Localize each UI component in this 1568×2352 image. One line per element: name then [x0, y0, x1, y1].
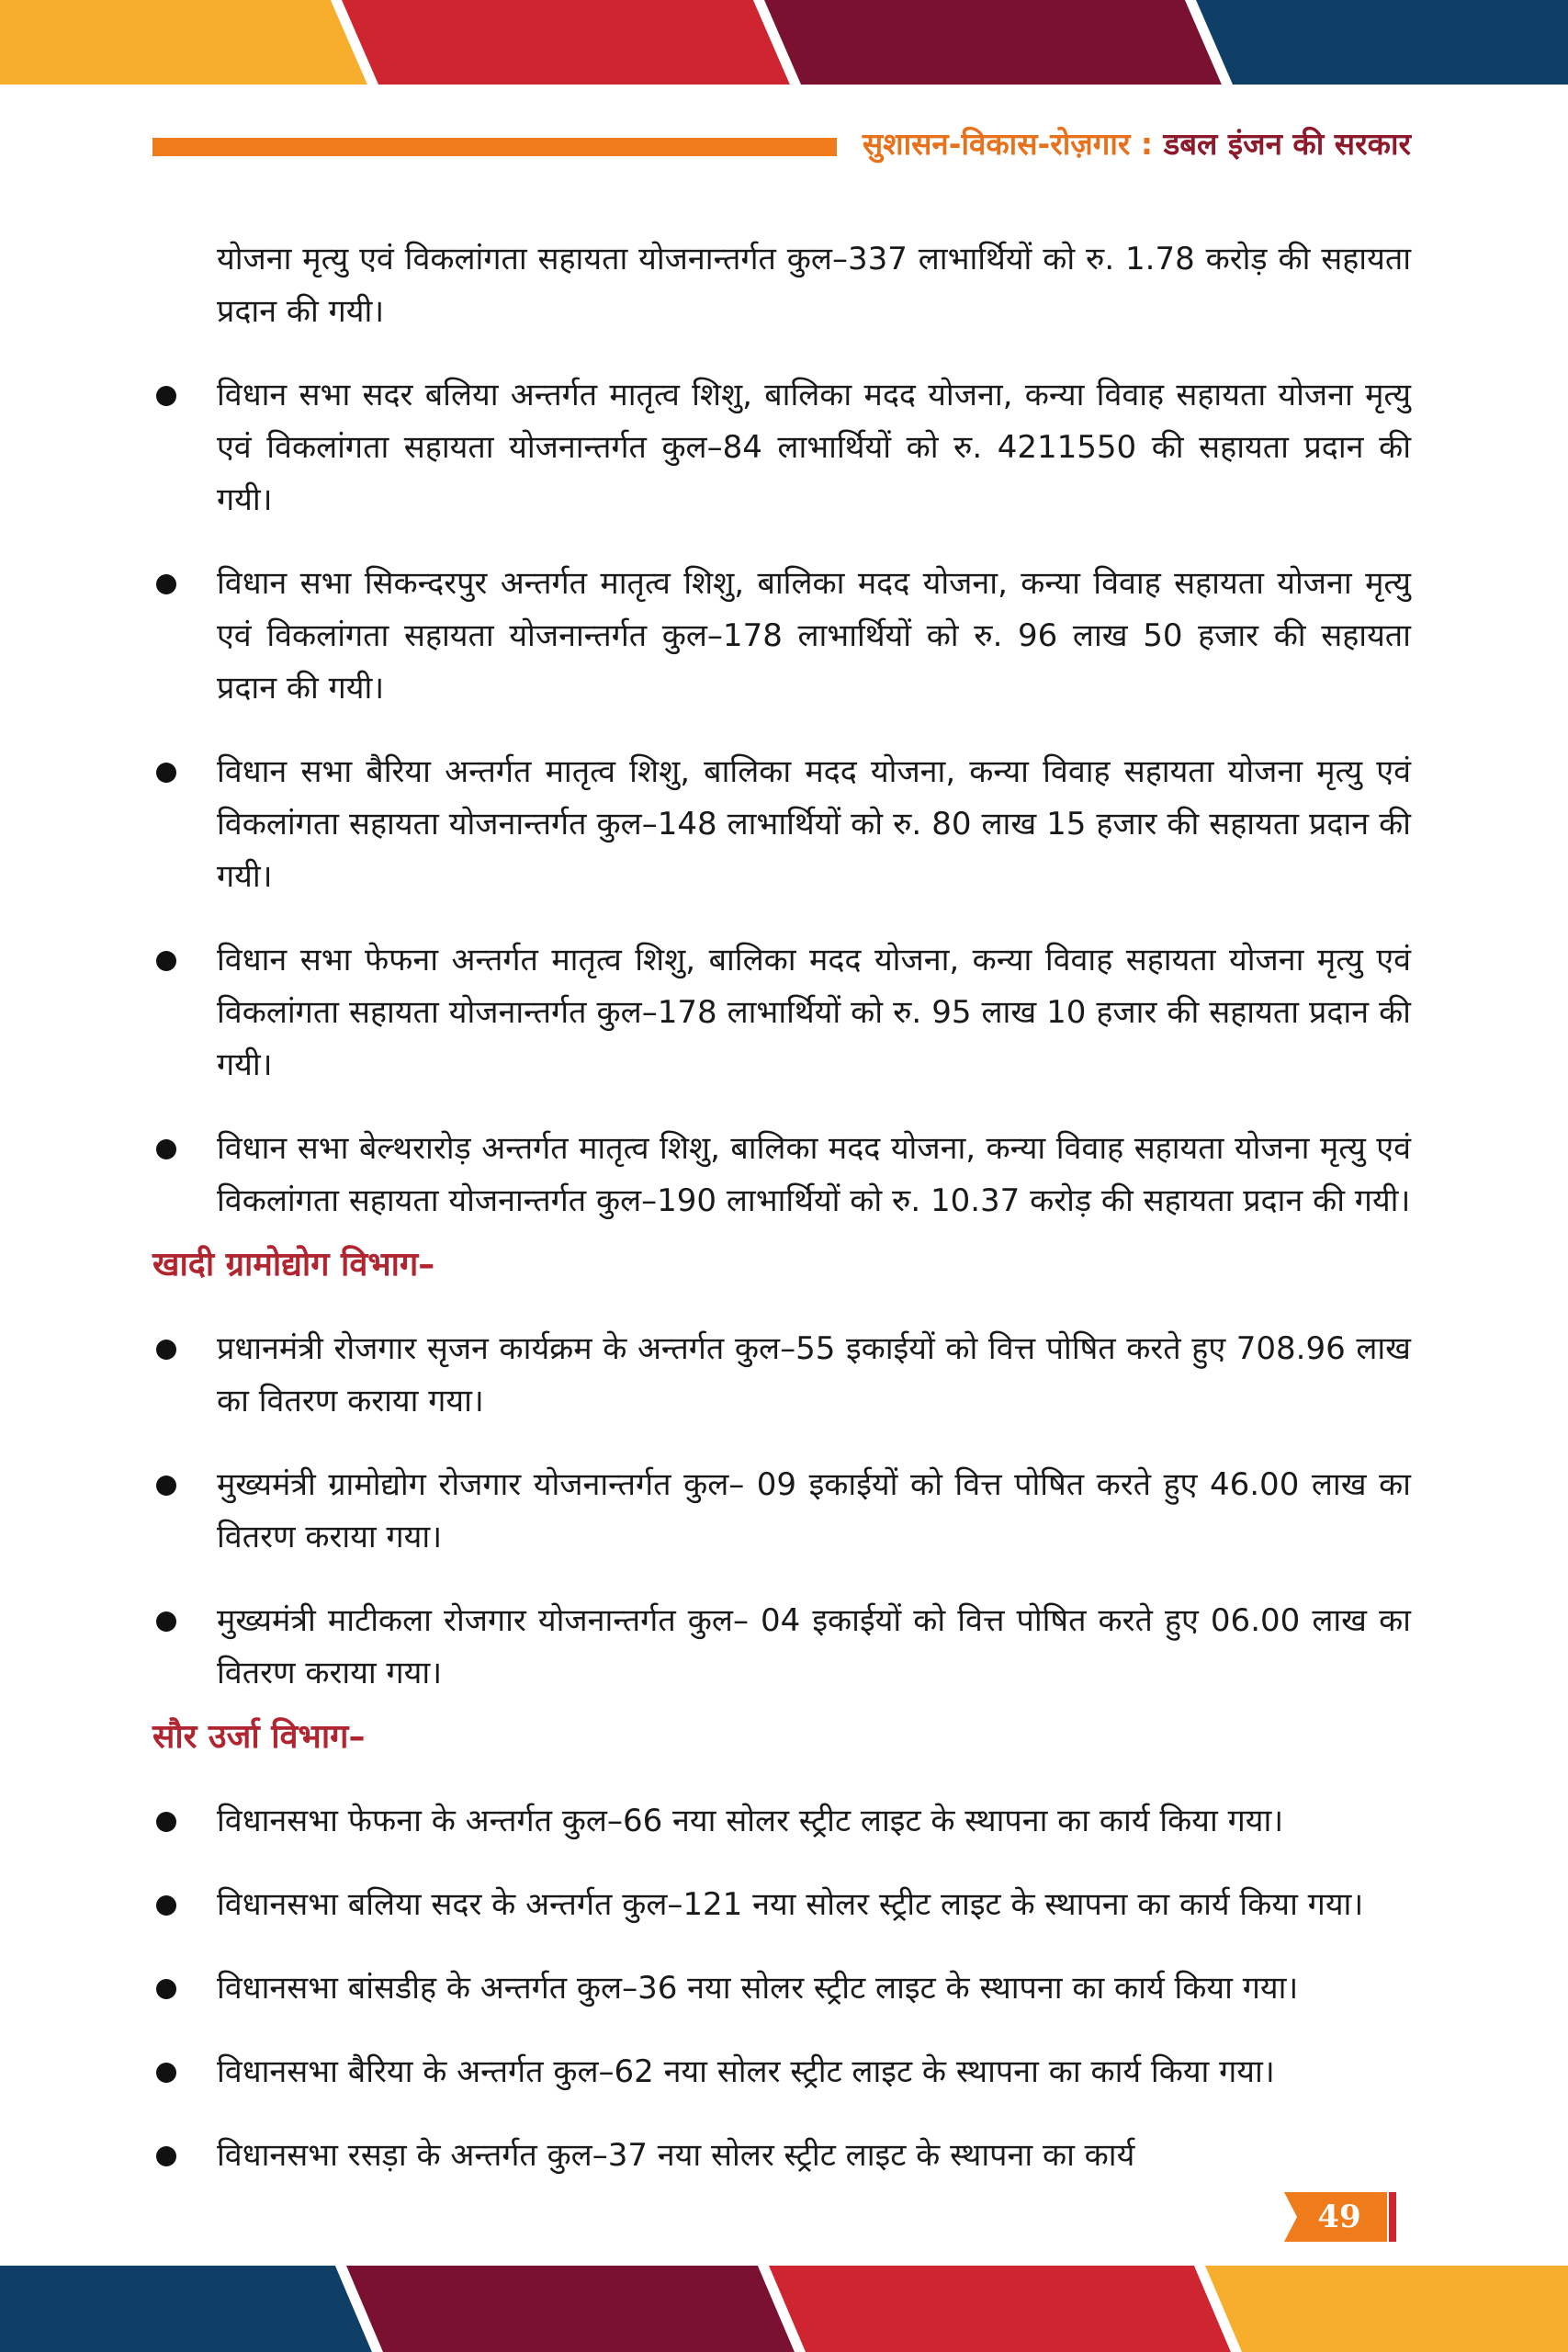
section-khadi: [152, 1238, 1411, 1700]
list-item: विधान सभा बेल्थरारोड़ अन्तर्गत मातृत्व शिशु, बालिका मदद योजना, कन्या विवाह सहायता योजना मृत्यु एवं विकलांगता सहायता योजनान्तर्गत कुल–190 लाभार्थियों को रु. 10.37 करोड़ की सहायता प्रदान की गयी।: [152, 1123, 1411, 1227]
header-title: [863, 121, 1411, 167]
band-red-stripe: [769, 2266, 1231, 2352]
band-yellow-stripe: [1205, 2266, 1568, 2352]
page-number-tab-edge: [1389, 2192, 1396, 2242]
list-item: विधान सभा फेफना अन्तर्गत मातृत्व शिशु, बालिका मदद योजना, कन्या विवाह सहायता योजना मृत्यु एवं विकलांगता सहायता योजनान्तर्गत कुल–178 लाभार्थियों को रु. 95 लाख 10 हजार की सहायता प्रदान की गयी।: [152, 934, 1411, 1091]
section-solar: [152, 1711, 1411, 2182]
band-red-stripe: [342, 0, 790, 85]
band-navy-stripe: [0, 2266, 372, 2352]
section-heading: खादी ग्रामोद्योग विभाग–: [152, 1246, 435, 1283]
list-item: विधानसभा फेफना के अन्तर्गत कुल–66 नया सोलर स्ट्रीट लाइट के स्थापना का कार्य किया गया।: [152, 1795, 1411, 1848]
section-welfare: [152, 233, 1411, 1227]
band-navy-stripe: [1196, 0, 1568, 85]
bottom-decorative-band: [0, 2266, 1568, 2352]
section-heading: सौर उर्जा विभाग–: [152, 1718, 366, 1756]
page-number: 49: [1317, 2199, 1361, 2235]
top-decorative-band: [0, 0, 1568, 85]
list-item: विधानसभा रसड़ा के अन्तर्गत कुल–37 नया सोलर स्ट्रीट लाइट के स्थापना का कार्य: [152, 2130, 1411, 2182]
header-orange-rule: [152, 138, 837, 156]
list-item: योजना मृत्यु एवं विकलांगता सहायता योजनान्तर्गत कुल–337 लाभार्थियों को रु. 1.78 करोड़ की सहायता प्रदान की गयी।: [217, 241, 1411, 330]
header-title-part1: सुशासन-विकास-रोज़गार :: [862, 126, 1164, 162]
list-item: मुख्यमंत्री ग्रामोद्योग रोजगार योजनान्तर्गत कुल– 09 इकाईयों को वित्त पोषित करते हुए 46.00 लाख का वितरण कराया गया।: [152, 1459, 1411, 1564]
list-item: मुख्यमंत्री माटीकला रोजगार योजनान्तर्गत कुल– 04 इकाईयों को वित्त पोषित करते हुए 06.00 लाख का वितरण कराया गया।: [152, 1595, 1411, 1700]
band-maroon-stripe: [764, 0, 1222, 85]
band-maroon-stripe: [346, 2266, 795, 2352]
header-title-part2: डबल इंजन की सरकार: [1163, 126, 1411, 162]
page-number-badge: [1284, 2192, 1405, 2242]
list-item: विधानसभा बांसडीह के अन्तर्गत कुल–36 नया सोलर स्ट्रीट लाइट के स्थापना का कार्य किया गया।: [152, 1962, 1411, 2015]
list-item: विधान सभा सदर बलिया अन्तर्गत मातृत्व शिशु, बालिका मदद योजना, कन्या विवाह सहायता योजना मृत्यु एवं विकलांगता सहायता योजनान्तर्गत कुल–84 लाभार्थियों को रु. 4211550 की सहायता प्रदान की गयी।: [152, 369, 1411, 526]
list-item: विधानसभा बैरिया के अन्तर्गत कुल–62 नया सोलर स्ट्रीट लाइट के स्थापना का कार्य किया गया।: [152, 2046, 1411, 2098]
page-header: [152, 121, 1411, 167]
page-content: [152, 202, 1411, 2193]
list-item: विधान सभा सिकन्दरपुर अन्तर्गत मातृत्व शिशु, बालिका मदद योजना, कन्या विवाह सहायता योजना मृत्यु एवं विकलांगता सहायता योजनान्तर्गत कुल–178 लाभार्थियों को रु. 96 लाख 50 हजार की सहायता प्रदान की गयी।: [152, 558, 1411, 715]
list-item: विधानसभा बलिया सदर के अन्तर्गत कुल–121 नया सोलर स्ट्रीट लाइट के स्थापना का कार्य किया गया।: [152, 1879, 1411, 1931]
list-item: प्रधानमंत्री रोजगार सृजन कार्यक्रम के अन्तर्गत कुल–55 इकाईयों को वित्त पोषित करते हुए 708.96 लाख का वितरण कराया गया।: [152, 1323, 1411, 1428]
band-yellow-stripe: [0, 0, 367, 85]
list-item: विधान सभा बैरिया अन्तर्गत मातृत्व शिशु, बालिका मदद योजना, कन्या विवाह सहायता योजना मृत्यु एवं विकलांगता सहायता योजनान्तर्गत कुल–148 लाभार्थियों को रु. 80 लाख 15 हजार की सहायता प्रदान की गयी।: [152, 746, 1411, 903]
